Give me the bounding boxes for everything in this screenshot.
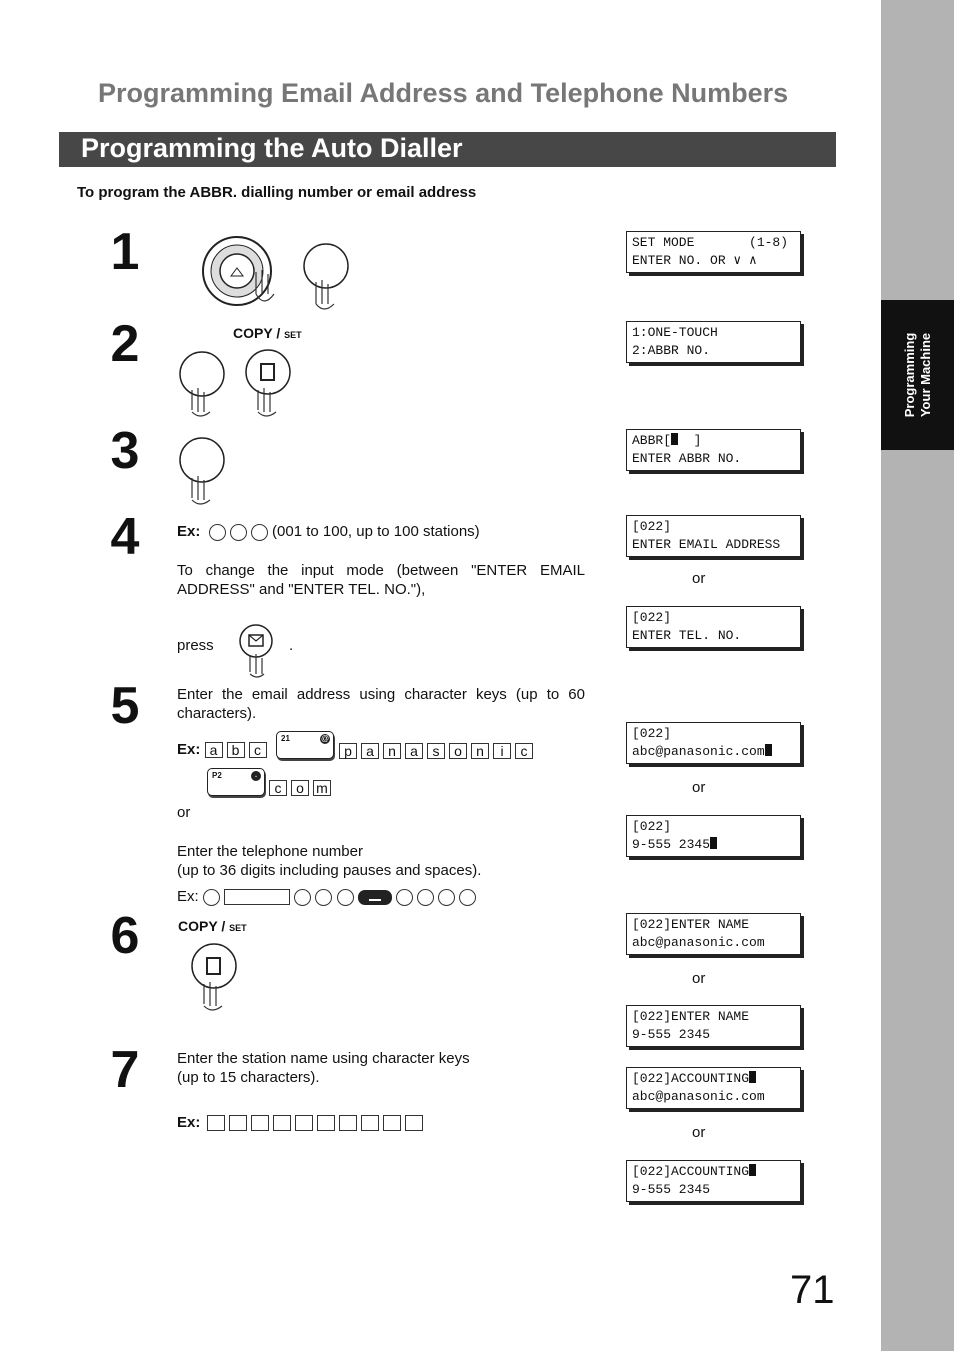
digit-key-icon — [417, 889, 434, 906]
step5-instruction: Enter the email address using character keys (up to 60 characters). — [177, 686, 585, 722]
step3-button-icon[interactable] — [176, 434, 236, 506]
lcd-display-5: [022] ENTER TEL. NO. — [626, 606, 801, 648]
cursor-block — [749, 1164, 756, 1176]
char-key: c — [515, 743, 533, 759]
section-title-bar — [59, 132, 836, 167]
char-key: a — [405, 743, 423, 759]
char-key: s — [427, 743, 445, 759]
cursor-block — [765, 744, 772, 756]
digit-key-icon — [230, 524, 247, 541]
char-key: a — [205, 742, 223, 758]
lcd-display-6: [022] abc@panasonic.com — [626, 722, 801, 764]
lcd-display-8: [022]ENTER NAME abc@panasonic.com — [626, 913, 801, 955]
space-key-icon — [358, 890, 392, 905]
step-number-2: 2 — [110, 315, 140, 373]
step7-instruction-1: Enter the station name using character keys — [177, 1050, 470, 1067]
step2-buttons-icon[interactable] — [176, 348, 296, 418]
cursor-block — [710, 837, 717, 849]
step5-tel-example: Ex: — [177, 887, 476, 906]
step-number-3: 3 — [110, 422, 140, 480]
char-key: m — [313, 780, 331, 796]
char-key: o — [291, 780, 309, 796]
step4-instruction: To change the input mode (between "ENTER EMAIL ADDRESS" and "ENTER TEL. NO."), — [177, 562, 585, 598]
step7-example: Ex: — [177, 1113, 427, 1132]
lcd-display-1: SET MODE (1-8) ENTER NO. OR ∨ ∧ — [626, 231, 801, 273]
copy-set-label: COPY / SET — [233, 325, 302, 341]
digit-key-icon — [315, 889, 332, 906]
step4-press: press — [177, 637, 214, 654]
digit-key-icon — [294, 889, 311, 906]
lcd-display-11: [022]ACCOUNTING 9-555 2345 — [626, 1160, 801, 1202]
step5-tel-instruction-2: (up to 36 digits including pauses and spaces). — [177, 862, 482, 879]
step-number-5: 5 — [110, 677, 140, 735]
cursor-block — [671, 433, 678, 445]
step4-period: . — [289, 637, 294, 654]
or-label-2: or — [692, 779, 706, 796]
program-p2-key: P2 . — [207, 768, 265, 796]
char-key: b — [227, 742, 245, 758]
lcd-display-10: [022]ACCOUNTING abc@panasonic.com — [626, 1067, 801, 1109]
step5-email-example: Ex: a b c — [177, 740, 271, 759]
step4-example: Ex: (001 to 100, up to 100 stations) — [177, 523, 480, 540]
email-mode-button-icon[interactable] — [236, 622, 276, 680]
char-key: a — [361, 743, 379, 759]
char-key: c — [249, 742, 267, 758]
or-label-1: or — [692, 570, 706, 587]
dot-icon: . — [251, 771, 261, 781]
chapter-tab-label — [902, 333, 934, 418]
lcd-display-7: [022] 9-555 2345 — [626, 815, 801, 857]
step-number-4: 4 — [110, 508, 140, 566]
digit-key-icon — [459, 889, 476, 906]
digit-key-icon — [209, 524, 226, 541]
pause-key-icon — [224, 889, 290, 905]
chapter-title: Programming Email Address and Telephone Numbers — [98, 78, 789, 108]
at-sign-icon: @ — [320, 734, 330, 743]
digit-key-icon — [396, 889, 413, 906]
char-key: n — [383, 743, 401, 759]
digit-key-icon — [438, 889, 455, 906]
digit-key-icon — [337, 889, 354, 906]
step-number-6: 6 — [110, 907, 140, 965]
char-key: c — [269, 780, 287, 796]
or-label-3: or — [692, 970, 706, 987]
char-key: i — [493, 743, 511, 759]
char-key: o — [449, 743, 467, 759]
chapter-tab — [881, 300, 954, 450]
lcd-display-3: ABBR[ ] ENTER ABBR NO. — [626, 429, 801, 471]
chapter-tab-line2: Your Machine — [917, 332, 933, 418]
one-touch-21-key: 21 @ — [276, 731, 334, 759]
lcd-display-9: [022]ENTER NAME 9-555 2345 — [626, 1005, 801, 1047]
or-label-4: or — [692, 1124, 706, 1141]
chapter-tab-line1: Programming — [901, 332, 917, 418]
page-number: 71 — [790, 1268, 835, 1312]
digit-key-icon — [251, 524, 268, 541]
lcd-display-2: 1:ONE-TOUCH 2:ABBR NO. — [626, 321, 801, 363]
step5-tel-instruction-1: Enter the telephone number — [177, 843, 363, 860]
digit-key-icon — [203, 889, 220, 906]
step5-keys-panasonic — [339, 742, 537, 760]
copy-set-label-6: COPY / SET — [178, 918, 247, 934]
set-button-icon[interactable] — [188, 940, 248, 1012]
function-dial-icon — [176, 234, 351, 314]
step5-or: or — [177, 804, 191, 821]
step-number-7: 7 — [110, 1041, 140, 1099]
step-number-1: 1 — [110, 223, 140, 281]
lcd-display-4: [022] ENTER EMAIL ADDRESS — [626, 515, 801, 557]
char-key: p — [339, 743, 357, 759]
step5-keys-com — [269, 779, 335, 797]
step7-instruction-2: (up to 15 characters). — [177, 1069, 320, 1086]
char-key: n — [471, 743, 489, 759]
cursor-block — [749, 1071, 756, 1083]
section-title: Programming the Auto Dialler — [81, 133, 463, 163]
right-margin-band — [881, 0, 954, 1351]
subheading: To program the ABBR. dialling number or email address — [77, 184, 477, 201]
